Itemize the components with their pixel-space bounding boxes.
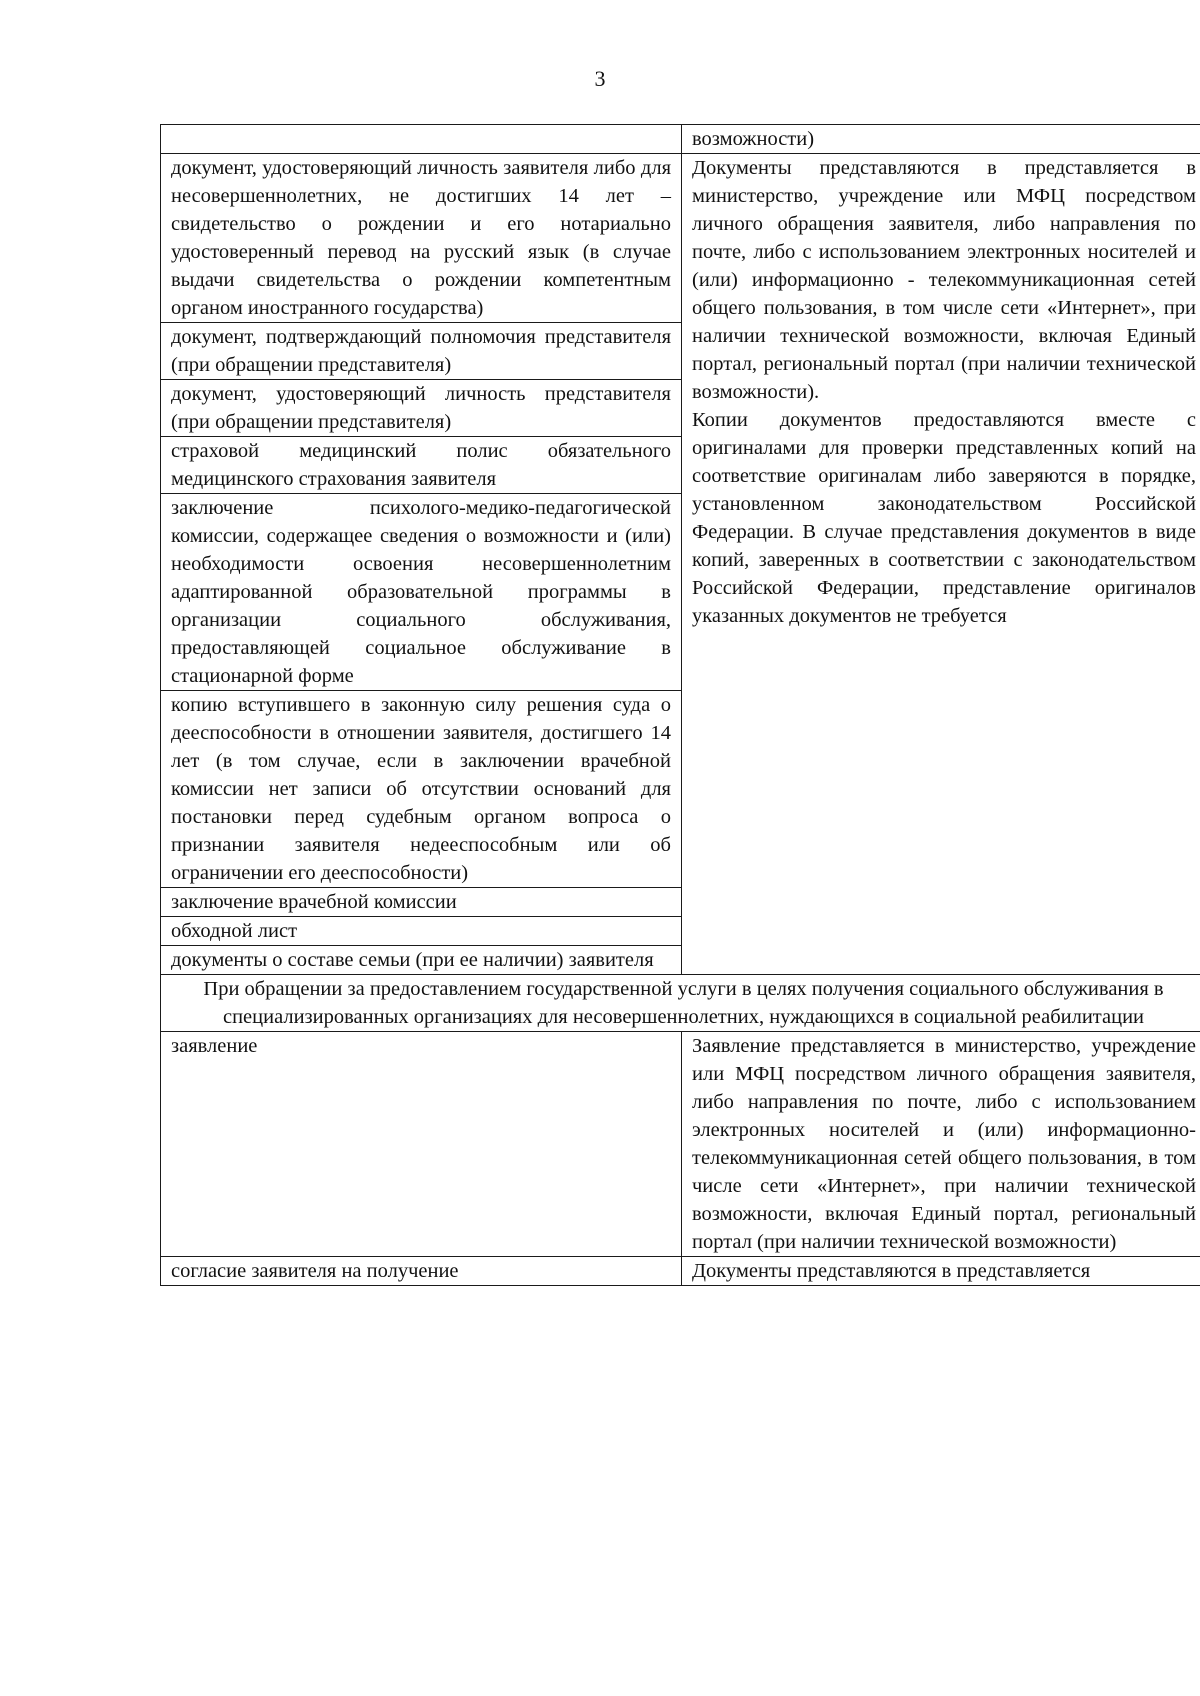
table-cell: документ, удостоверяющий личность представителя (при обращении представителя) — [161, 380, 682, 437]
table-cell: документ, подтверждающий полномочия представителя (при обращении представителя) — [161, 323, 682, 380]
table-cell: заключение психолого-медико-педагогической комиссии, содержащее сведения о возможности и (или) необходимости освоения несовершеннолетним адаптированной образовательной программы в организации социального обслуживания, предоставляющей социальное обслуживание в стационарной форме — [161, 494, 682, 691]
submission-method-cell — [682, 154, 1200, 975]
section-heading: При обращении за предоставлением государственной услуги в целях получения социального обслуживания в специализированных организациях для несовершеннолетних, нуждающихся в социальной реабилитации — [161, 975, 1200, 1032]
table-cell: согласие заявителя на получение — [161, 1257, 682, 1286]
table-cell: Заявление представляется в министерство, учреждение или МФЦ посредством личного обращения заявителя, либо направления по почте, либо с использованием электронных носителей и (или) информационно-телекоммуникационная сетей общего пользования, в том числе сети «Интернет», при наличии технической возможности, включая Единый портал, региональный портал (при наличии технической возможности) — [682, 1032, 1200, 1257]
table-cell: документы о составе семьи (при ее наличии) заявителя — [161, 946, 682, 975]
page-number: 3 — [594, 66, 606, 91]
table-cell: возможности) — [682, 125, 1200, 154]
table-cell: копию вступившего в законную силу решения суда о дееспособности в отношении заявителя, достигшего 14 лет (в том случае, если в заключении врачебной комиссии нет записи об отсутствии оснований для постановки перед судебным органом вопроса о признании заявителя недееспособным или об ограничении его дееспособности) — [161, 691, 682, 888]
table-cell: заключение врачебной комиссии — [161, 888, 682, 917]
documents-table — [160, 124, 1200, 1286]
table-cell: Документы представляются в представляется — [682, 1257, 1200, 1286]
table-row — [161, 975, 1200, 1032]
table-cell: обходной лист — [161, 917, 682, 946]
submission-paragraph: Документы представляются в представляется в министерство, учреждение или МФЦ посредством личного обращения заявителя, либо направления по почте, либо с использованием электронных носителей и (или) информационно - телекоммуникационная сетей общего пользования, в том числе сети «Интернет», при наличии технической возможности, включая Единый портал, региональный портал (при наличии технической возможности). — [692, 157, 1196, 403]
table-row — [161, 1257, 1200, 1286]
table-row — [161, 154, 1200, 323]
table-cell: заявление — [161, 1032, 682, 1257]
table-cell: документ, удостоверяющий личность заявителя либо для несовершеннолетних, не достигших 14 лет – свидетельство о рождении и его нотариально удостоверенный перевод на русский язык (в случае выдачи свидетельства о рождении компетентным органом иностранного государства) — [161, 154, 682, 323]
copies-paragraph: Копии документов предоставляются вместе с оригиналами для проверки представленных копий на соответствие оригиналам либо заверяются в порядке, установленном законодательством Российской Федерации. В случае представления документов в виде копий, заверенных в соответствии с законодательством Российской Федерации, представление оригиналов указанных документов не требуется — [692, 409, 1196, 627]
table-cell-empty — [161, 125, 682, 154]
table-row — [161, 1032, 1200, 1257]
table-cell: страховой медицинский полис обязательного медицинского страхования заявителя — [161, 437, 682, 494]
table-row — [161, 125, 1200, 154]
